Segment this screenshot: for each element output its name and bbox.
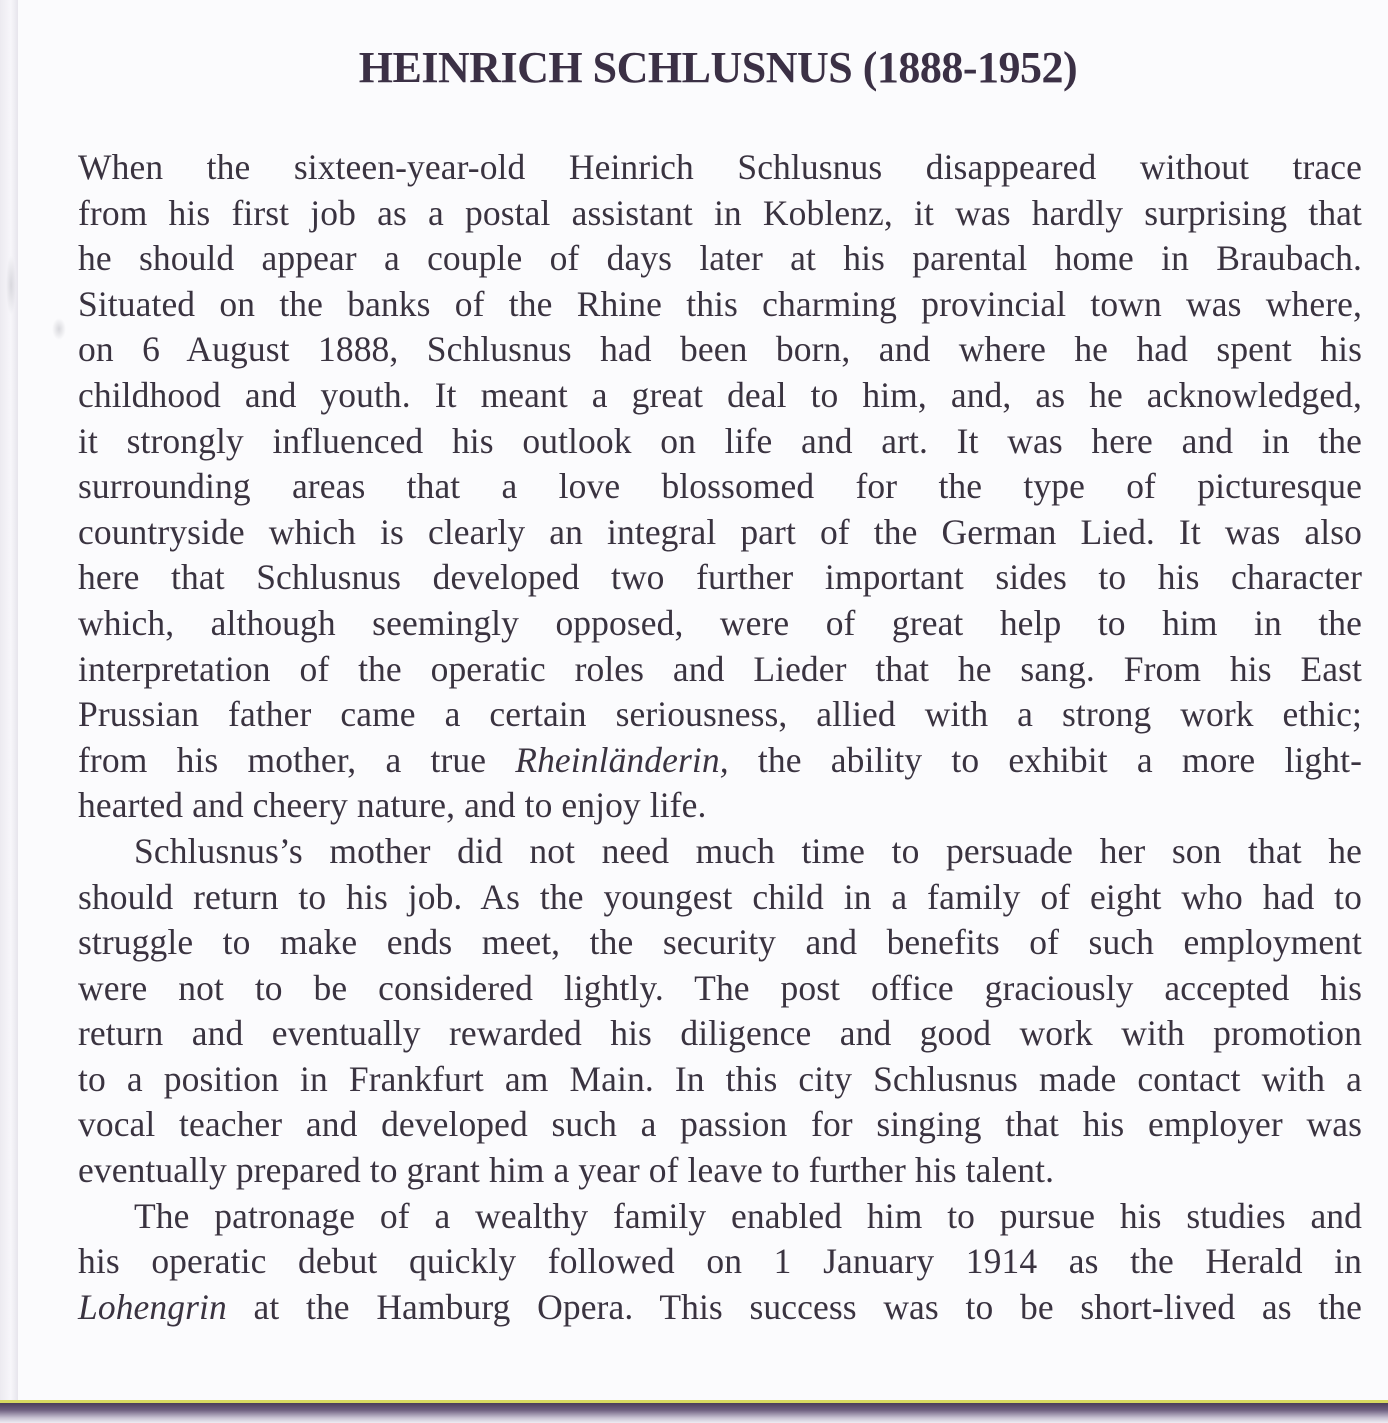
text-line: When the sixteen-year-old Heinrich Schlusnus disappeared without trace: [78, 147, 1362, 187]
italic-term: Rheinländerin,: [515, 739, 729, 780]
text-line: hearted and cheery nature, and to enjoy life.: [78, 785, 707, 826]
text-line: Schlusnus’s mother did not need much time to persuade her son that he: [134, 830, 1362, 871]
text-line: The patronage of a wealthy family enabled him to pursue his studies and: [134, 1195, 1362, 1236]
text-run: from his mother, a true: [78, 739, 516, 780]
text-line: Prussian father came a certain seriousness, allied with a strong work ethic;: [78, 694, 1362, 735]
text-line: childhood and youth. It meant a great deal to him, and, as he acknowledged,: [78, 374, 1362, 415]
text-line: [78, 1285, 1362, 1331]
scan-left-border: [0, 0, 18, 1423]
body-text: [78, 145, 1362, 1330]
italic-term: Lohengrin: [78, 1286, 227, 1327]
paragraph-1: [78, 145, 1362, 829]
text-line: which, although seemingly opposed, were of great help to him in the: [78, 602, 1362, 643]
text-line: vocal teacher and developed such a passion for singing that his employer was: [78, 1104, 1362, 1145]
paper-speck: [52, 318, 66, 340]
text-line: to a position in Frankfurt am Main. In this city Schlusnus made contact with a: [78, 1058, 1362, 1099]
paragraph-2: [78, 829, 1362, 1194]
text-line: return and eventually rewarded his diligence and good work with promotion: [78, 1013, 1362, 1054]
scan-smudge: [6, 255, 16, 315]
text-line: his operatic debut quickly followed on 1 January 1914 as the Herald in: [78, 1241, 1362, 1282]
paragraph-3: [78, 1194, 1362, 1331]
text-line: it strongly influenced his outlook on life and art. It was here and in the: [78, 420, 1362, 461]
text-line: struggle to make ends meet, the security and benefits of such employment: [78, 922, 1362, 963]
text-run: the ability to exhibit a more light-: [728, 739, 1362, 780]
text-line: were not to be considered lightly. The post office graciously accepted his: [78, 967, 1362, 1008]
text-line: Situated on the banks of the Rhine this charming provincial town was where,: [78, 283, 1362, 324]
text-line: he should appear a couple of days later at his parental home in Braubach.: [78, 238, 1362, 279]
text-line: here that Schlusnus developed two further important sides to his character: [78, 557, 1362, 598]
scan-bottom-shadow: [0, 1403, 1388, 1423]
page-title: HEINRICH SCHLUSNUS (1888-1952): [358, 43, 1078, 92]
text-line: countryside which is clearly an integral part of the German Lied. It was also: [78, 511, 1362, 552]
text-line: surrounding areas that a love blossomed for the type of picturesque: [78, 466, 1362, 507]
text-line: on 6 August 1888, Schlusnus had been born, and where he had spent his: [78, 329, 1362, 370]
text-line: eventually prepared to grant him a year of leave to further his talent.: [78, 1150, 1055, 1191]
text-line: from his first job as a postal assistant in Koblenz, it was hardly surprising that: [78, 192, 1362, 233]
text-line: should return to his job. As the youngest child in a family of eight who had to: [78, 876, 1362, 917]
text-line: [78, 738, 1362, 784]
text-line: interpretation of the operatic roles and Lieder that he sang. From his East: [78, 648, 1362, 689]
text-run: at the Hamburg Opera. This success was to be short-lived as the: [226, 1286, 1362, 1327]
